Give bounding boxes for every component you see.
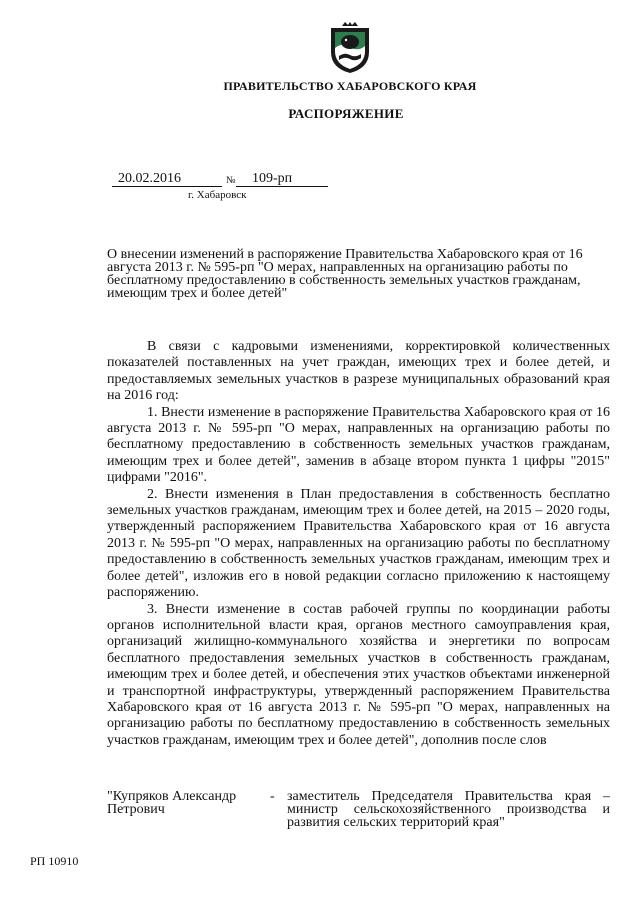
document-city: г. Хабаровск [188,189,247,201]
body-intro-paragraph: В связи с кадровыми изменениями, корректировкой количественных показателей поставленных на учет граждан, имеющих трех и более детей, и предоставляемых земельных участков в разрезе муниципальных образований края на 2016 год: [107,339,610,404]
organization-title: ПРАВИТЕЛЬСТВО ХАБАРОВСКОГО КРАЯ [223,79,477,93]
member-dash: - [270,789,275,804]
body-item-1: 1. Внести изменение в распоряжение Правительства Хабаровского края от 16 августа 2013 г. № 595-рп "О мерах, направленных на организацию работы по бесплатному предоставлению в собственность земельных участков гражданам, имеющим трех и более детей", заменив в абзаце втором пункта 1 цифры "2015" цифрами "2016". [107,404,610,486]
member-position: заместитель Председателя Правительства края – министр сельскохозяйственного производства и развития сельских территорий края" [287,789,610,830]
body-item-2: 2. Внести изменения в План предоставления в собственность бесплатно земельных участков гражданам, имеющим трех и более детей, на 2015 – 2020 годы, утвержденный распоряжением Правительства Хабаровского края от 16 августа 2013 г. № 595-рп "О мерах, направленных на организацию работы по бесплатному предоставлению в собственность земельных участков гражданам, имеющим трех и более детей", изложив его в новой редакции согласно приложению к настоящему распоряжению. [107,486,610,601]
body-item-3: 3. Внести изменение в состав рабочей группы по координации работы органов исполнительной власти края, органов местного самоуправления края, организаций жилищно-коммунального хозяйства и энергетики по вопросам бесплатного предоставления земельных участков в собственность гражданам, имеющим трех и более детей, и обеспечения этих участков объектами инженерной и транспортной инфраструктуры, утвержденный распоряжением Правительства Хабаровского края от 16 августа 2013 г. № 595-рп "О мерах, направленных на организацию работы по бесплатному предоставлению в собственность земельных участков гражданам, имеющим трех и более детей", дополнив после слов [107,601,610,748]
document-type-title: РАСПОРЯЖЕНИЕ [288,106,404,121]
number-label: № [226,175,236,186]
document-body [107,339,610,749]
member-name: "Купряков Александр Петрович [107,789,237,817]
document-subject: О внесении изменений в распоряжение Правительства Хабаровского края от 16 августа 2013 г. № 595-рп "О мерах, направленных на организацию работы по бесплатному предоставлению в собственность земельных участков гражданам, имеющим трех и более детей" [107,247,583,301]
document-date: 20.02.2016 [112,171,222,187]
coat-of-arms-emblem [327,22,373,74]
document-number: 109-рп [236,171,328,187]
footer-code: РП 10910 [30,854,79,868]
